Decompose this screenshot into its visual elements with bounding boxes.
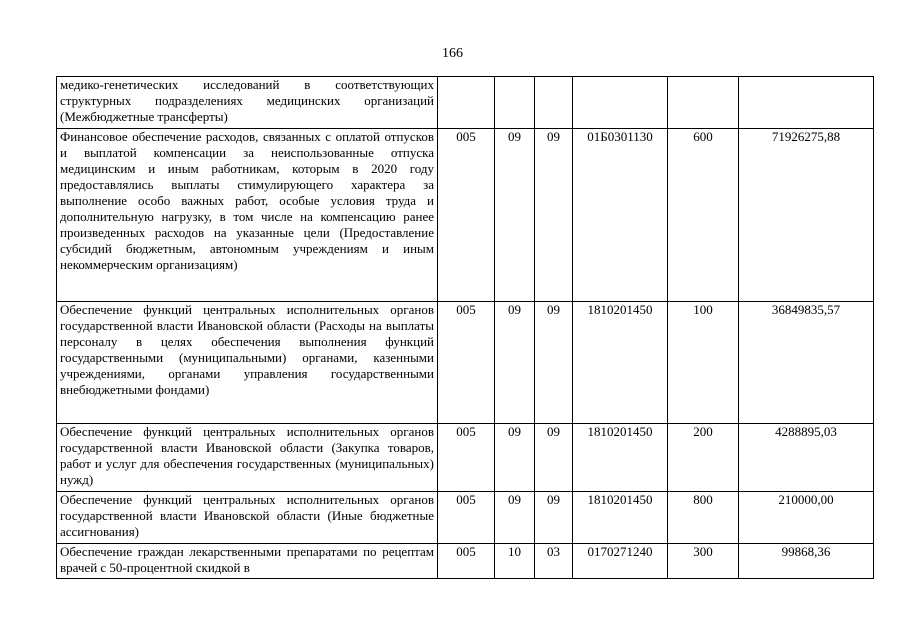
subsection-code: 03 (535, 544, 573, 579)
amount: 99868,36 (739, 544, 874, 579)
expense-type-code: 300 (668, 544, 739, 579)
ministry-code: 005 (438, 492, 495, 544)
amount: 4288895,03 (739, 424, 874, 492)
target-article-code: 1810201450 (573, 492, 668, 544)
target-article-code (573, 77, 668, 129)
row-description: Обеспечение функций центральных исполнительных органов государственной власти Ивановской области (Иные бюджетные ассигнования) (57, 492, 438, 544)
amount: 36849835,57 (739, 302, 874, 424)
ministry-code (438, 77, 495, 129)
section-code: 09 (495, 492, 535, 544)
ministry-code: 005 (438, 129, 495, 302)
expense-type-code: 800 (668, 492, 739, 544)
table-row (57, 77, 874, 129)
section-code: 09 (495, 129, 535, 302)
section-code: 10 (495, 544, 535, 579)
section-code: 09 (495, 302, 535, 424)
row-description (57, 544, 438, 579)
subsection-code (535, 77, 573, 129)
target-article-code: 1810201450 (573, 424, 668, 492)
target-article-code: 0170271240 (573, 544, 668, 579)
ministry-code: 005 (438, 302, 495, 424)
page-number: 166 (442, 46, 463, 61)
row-description: Обеспечение функций центральных исполнительных органов государственной власти Ивановской области (Закупка товаров, работ и услуг для обеспечения государственных (муниципальных) нужд) (57, 424, 438, 492)
subsection-code: 09 (535, 492, 573, 544)
subsection-code: 09 (535, 129, 573, 302)
table-row (57, 129, 874, 302)
target-article-code: 1810201450 (573, 302, 668, 424)
row-description-text: Обеспечение граждан лекарственными препаратами по рецептам врачей с 50-процентной скидкой в (60, 544, 434, 575)
amount: 71926275,88 (739, 129, 874, 302)
row-description: медико-генетических исследований в соответствующих структурных подразделениях медицинских организаций (Межбюджетные трансферты) (57, 77, 438, 129)
table-row (57, 424, 874, 492)
table-row (57, 544, 874, 579)
target-article-code: 01Б0301130 (573, 129, 668, 302)
subsection-code: 09 (535, 302, 573, 424)
ministry-code: 005 (438, 544, 495, 579)
subsection-code: 09 (535, 424, 573, 492)
section-code: 09 (495, 424, 535, 492)
table-row (57, 492, 874, 544)
expense-type-code: 200 (668, 424, 739, 492)
expense-type-code: 600 (668, 129, 739, 302)
row-description: Обеспечение функций центральных исполнительных органов государственной власти Ивановской области (Расходы на выплаты персоналу в целях обеспечения выполнения функций государственными (муниципальными) органами, казенными учреждениями, органами управления государственными внебюджетными фондами) (57, 302, 438, 424)
expense-type-code: 100 (668, 302, 739, 424)
budget-table (56, 76, 874, 579)
table-row (57, 302, 874, 424)
section-code (495, 77, 535, 129)
amount (739, 77, 874, 129)
amount: 210000,00 (739, 492, 874, 544)
row-description: Финансовое обеспечение расходов, связанных с оплатой отпусков и выплатой компенсации за неиспользованные отпуска медицинским и иным работникам, которым в 2020 году предоставлялись выплаты стимулирующего характера за выполнение особо важных работ, особые условия труда и дополнительную нагрузку, в том числе на компенсацию ранее произведенных расходов на указанные цели (Предоставление субсидий бюджетным, автономным учреждениям и иным некоммерческим организациям) (57, 129, 438, 302)
expense-type-code (668, 77, 739, 129)
ministry-code: 005 (438, 424, 495, 492)
